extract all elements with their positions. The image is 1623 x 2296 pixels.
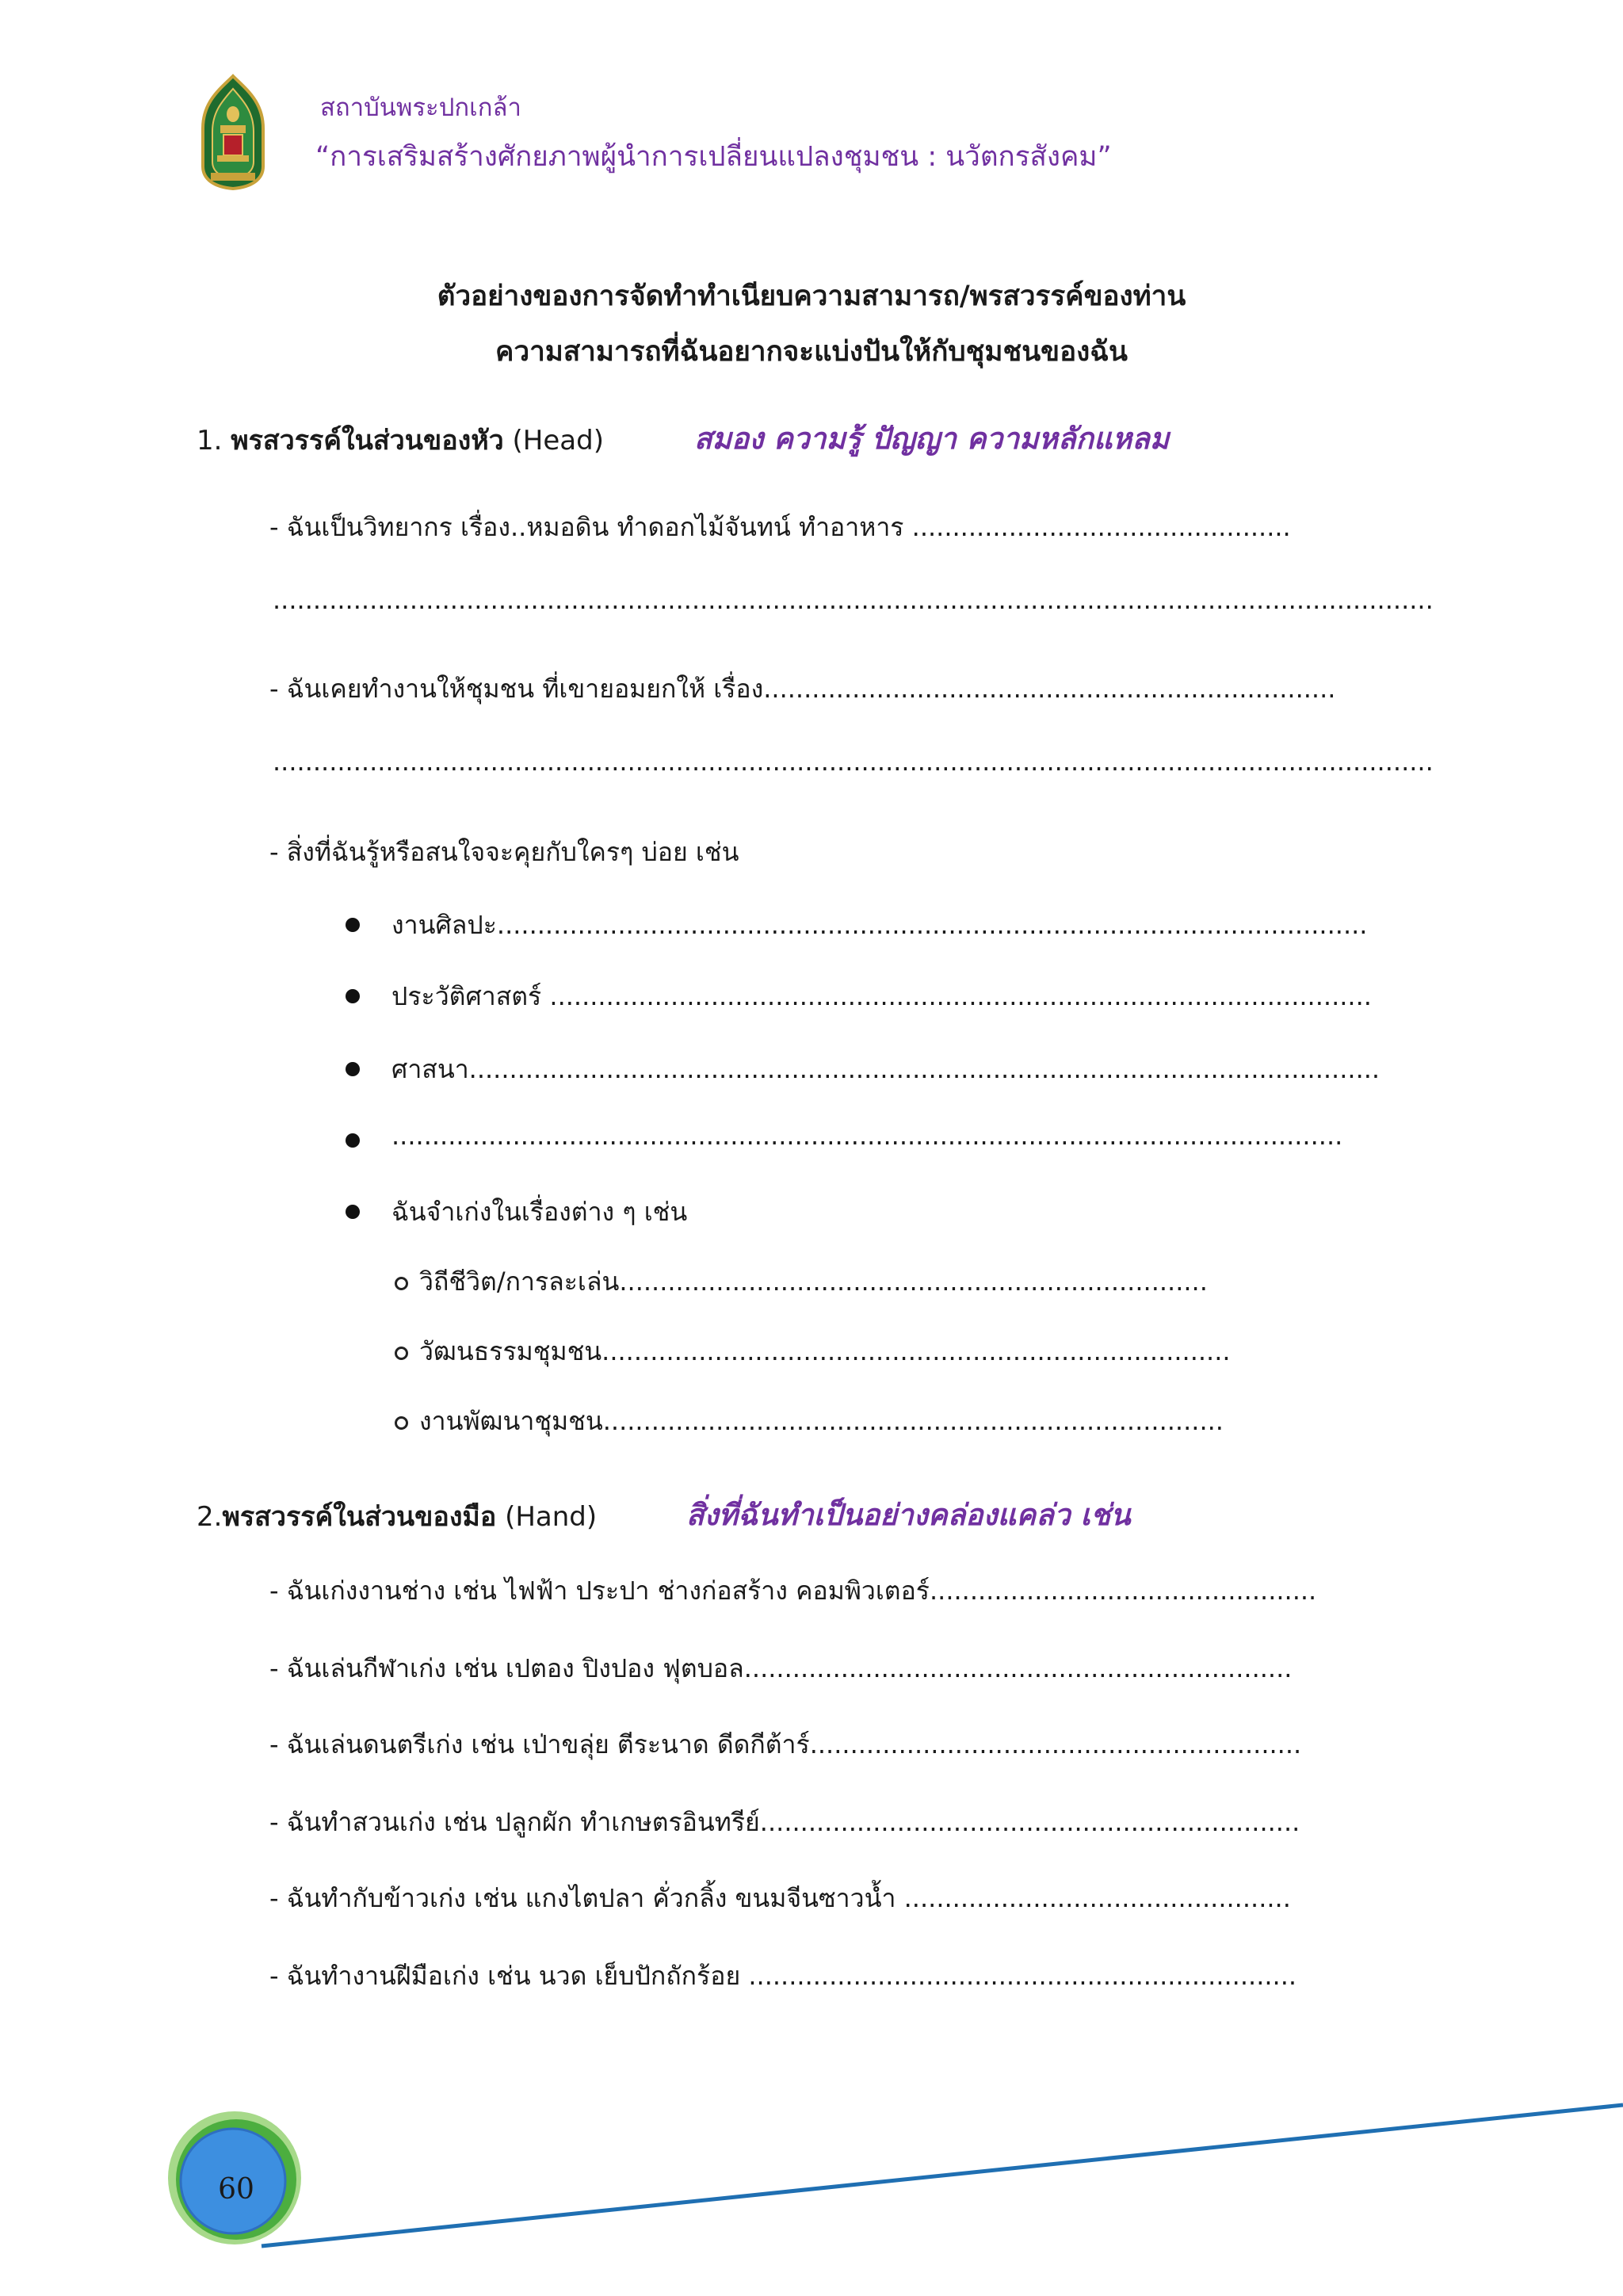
section2-line-music: - ฉันเล่นดนตรีเก่ง เช่น เป่าขลุ่ย ตีระนาด ดีดกีต้าร์............................................................. xyxy=(269,1729,1302,1759)
page-title-line1: ตัวอย่างของการจัดทำทำเนียบความสามารถ/พรสวรรค์ของท่าน xyxy=(437,281,1186,312)
header-project: “การเสริมสร้างศักยภาพผู้นำการเปลี่ยนแปลงชุมชน : นวัตกรสังคม” xyxy=(315,141,1112,173)
bullet-item-blank: ...................................................................................................................... xyxy=(391,1121,1343,1151)
sub-bullet-lifestyle: วิถีชีวิต/การละเล่น......................................................................... xyxy=(419,1266,1208,1297)
section1-english: (Head) xyxy=(503,425,604,457)
sub-bullet-development: งานพัฒนาชุมชน............................................................................. xyxy=(419,1406,1224,1436)
section2-number: 2. xyxy=(197,1501,223,1533)
section2-line-handicraft: - ฉันทำงานฝีมือเก่ง เช่น นวด เย็บปักถักร้อย .................................................................... xyxy=(269,1961,1297,1991)
bullet-item-history: ประวัติศาสตร์ ...................................................................................................... xyxy=(391,981,1372,1011)
section2-subtitle: สิ่งที่ฉันทำเป็นอย่างคล่องแคล่ว เช่น xyxy=(686,1498,1131,1532)
section2-english: (Hand) xyxy=(496,1501,598,1533)
page-title-line2: ความสามารถที่ฉันอยากจะแบ่งปันให้กับชุมชนของฉัน xyxy=(495,336,1128,368)
section2-line-garden: - ฉันทำสวนเก่ง เช่น ปลูกผัก ทำเกษตรอินทรีย์................................................................... xyxy=(269,1807,1300,1837)
section2-line-craft: - ฉันเก่งงานช่าง เช่น ไฟฟ้า ประปา ช่างก่อสร้าง คอมพิวเตอร์................................................ xyxy=(269,1576,1317,1606)
section1-line3: - สิ่งที่ฉันรู้หรือสนใจจะคุยกับใครๆ บ่อย เช่น xyxy=(269,837,739,867)
section1-subtitle: สมอง ความรู้ ปัญญา ความหลักแหลม xyxy=(694,422,1170,456)
bullet-item-art: งานศิลปะ............................................................................................................ xyxy=(391,910,1368,940)
section2-line-sport: - ฉันเล่นกีฬาเก่ง เช่น เปตอง ปิงปอง ฟุตบอล.................................................................... xyxy=(269,1653,1293,1683)
section2-line-cooking: - ฉันทำกับข้าวเก่ง เช่น แกงไตปลา คั่วกลิ้ง ขนมจีนซาวน้ำ ................................................ xyxy=(269,1883,1291,1913)
section1-line1: - ฉันเป็นวิทยากร เรื่อง..หมอดิน ทำดอกไม้จันทน์ ทำอาหาร ............................................... xyxy=(269,512,1291,542)
section1-line2b: ................................................................................................................................................ xyxy=(273,747,1434,777)
sub-bullet-culture: วัฒนธรรมชุมชน.............................................................................. xyxy=(419,1336,1231,1366)
section1-line2: - ฉันเคยทำงานให้ชุมชน ที่เขายอมยกให้ เรื่อง....................................................................... xyxy=(269,674,1336,704)
section2-heading: พรสวรรค์ในส่วนของมือ xyxy=(222,1501,497,1533)
header-institute: สถาบันพระปกเกล้า xyxy=(320,94,521,122)
page-number: 60 xyxy=(218,2173,254,2206)
bullet-item-religion: ศาสนา................................................................................................................. xyxy=(391,1054,1381,1084)
bullet-item-memory: ฉันจำเก่งในเรื่องต่าง ๆ เช่น xyxy=(391,1197,688,1227)
section1-heading: พรสวรรค์ในส่วนของหัว xyxy=(231,425,504,457)
section1-number: 1. xyxy=(197,425,231,457)
section1-line1b: ................................................................................................................................................ xyxy=(273,585,1434,615)
